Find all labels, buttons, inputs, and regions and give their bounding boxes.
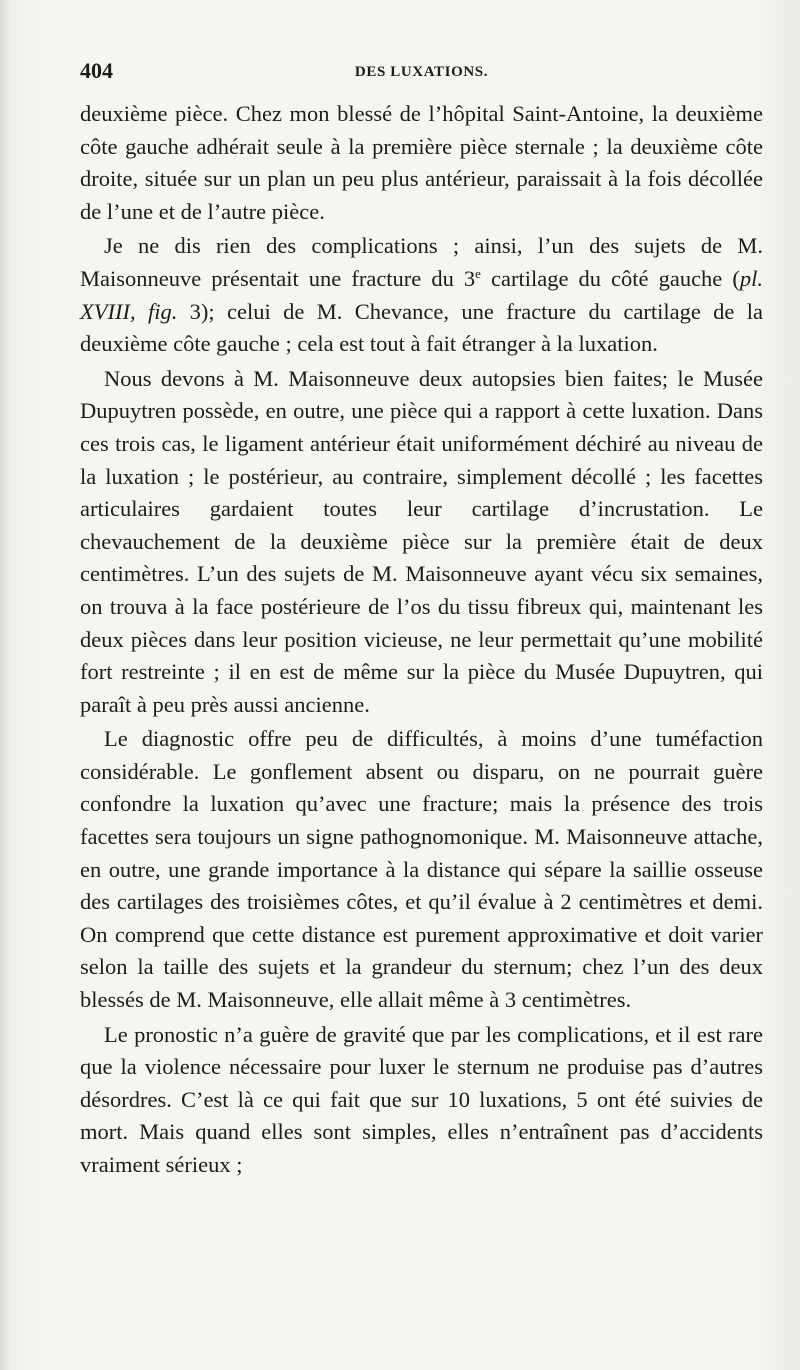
running-title: DES LUXATIONS. [354, 64, 489, 80]
paragraph-2-part-b: cartilage du côté gauche ( [480, 265, 740, 291]
page-number: 404 [80, 58, 113, 83]
paragraph-5: Le pronostic n’a guère de gravité que par les complications, et il est rare que la violence nécessaire pour luxer le sternum ne produise pas d’autres désordres. C’est là ce qui fait que sur 10 luxations, 5 ont été suivies de mort. Mais quand elles sont simples, elles n’entraînent pas d’accidents vraiment sérieux ; [80, 1021, 763, 1177]
page-edge-shadow [0, 0, 10, 1370]
plate-reference: pl. XVIII, fig. [80, 265, 763, 324]
body-text [80, 98, 763, 1182]
paragraph-2-part-c: 3); celui de M. Chevance, une fracture du cartilage de la deuxième côte gauche ; cela est tout à fait étranger à la luxation. [80, 298, 763, 357]
paragraph-1: deuxième pièce. Chez mon blessé de l’hôpital Saint-Antoine, la deuxième côte gauche adhérait seule à la première pièce sternale ; la deuxième côte droite, située sur un plan un peu plus antérieur, paraissait à la fois décollée de l’une et de l’autre pièce. [80, 101, 763, 224]
paragraph-4: Le diagnostic offre peu de difficultés, à moins d’une tuméfaction considérable. Le gonflement absent ou disparu, on ne pourrait guère confondre la luxation qu’avec une fracture; mais la présence des trois facettes sera toujours un signe pathognomonique. M. Maisonneuve attache, en outre, une grande importance à la distance qui sépare la saillie osseuse des cartilages des troisièmes côtes, et qu’il évalue à 2 centimètres et demi. On comprend que cette distance est purement approximative et doit varier selon la taille des sujets et la grandeur du sternum; chez l’un des deux blessés de M. Maisonneuve, elle allait même à 3 centimètres. [80, 726, 763, 1013]
running-head [80, 58, 763, 92]
ordinal-superscript: e [475, 265, 481, 281]
paragraph-2 [80, 230, 763, 360]
paragraph-3: Nous devons à M. Maisonneuve deux autopsies bien faites; le Musée Dupuytren possède, en outre, une pièce qui a rapport à cette luxation. Dans ces trois cas, le ligament antérieur était uniformément déchiré au niveau de la luxation ; le postérieur, au contraire, simplement décollé ; les facettes articulaires gardaient toutes leur cartilage d’incrustation. Le chevauchement de la deuxième pièce sur la première était de deux centimètres. L’un des sujets de M. Maisonneuve ayant vécu six semaines, on trouva à la face postérieure de l’os du tissu fibreux qui, maintenant les deux pièces dans leur position vicieuse, ne leur permettait qu’une mobilité fort restreinte ; il en est de même sur la pièce du Musée Dupuytren, qui paraît à peu près aussi ancienne. [80, 365, 763, 717]
paragraph-2-part-a: Je ne dis rien des complications ; ainsi, l’un des sujets de M. Maisonneuve présentait une fracture du 3 [80, 233, 763, 291]
